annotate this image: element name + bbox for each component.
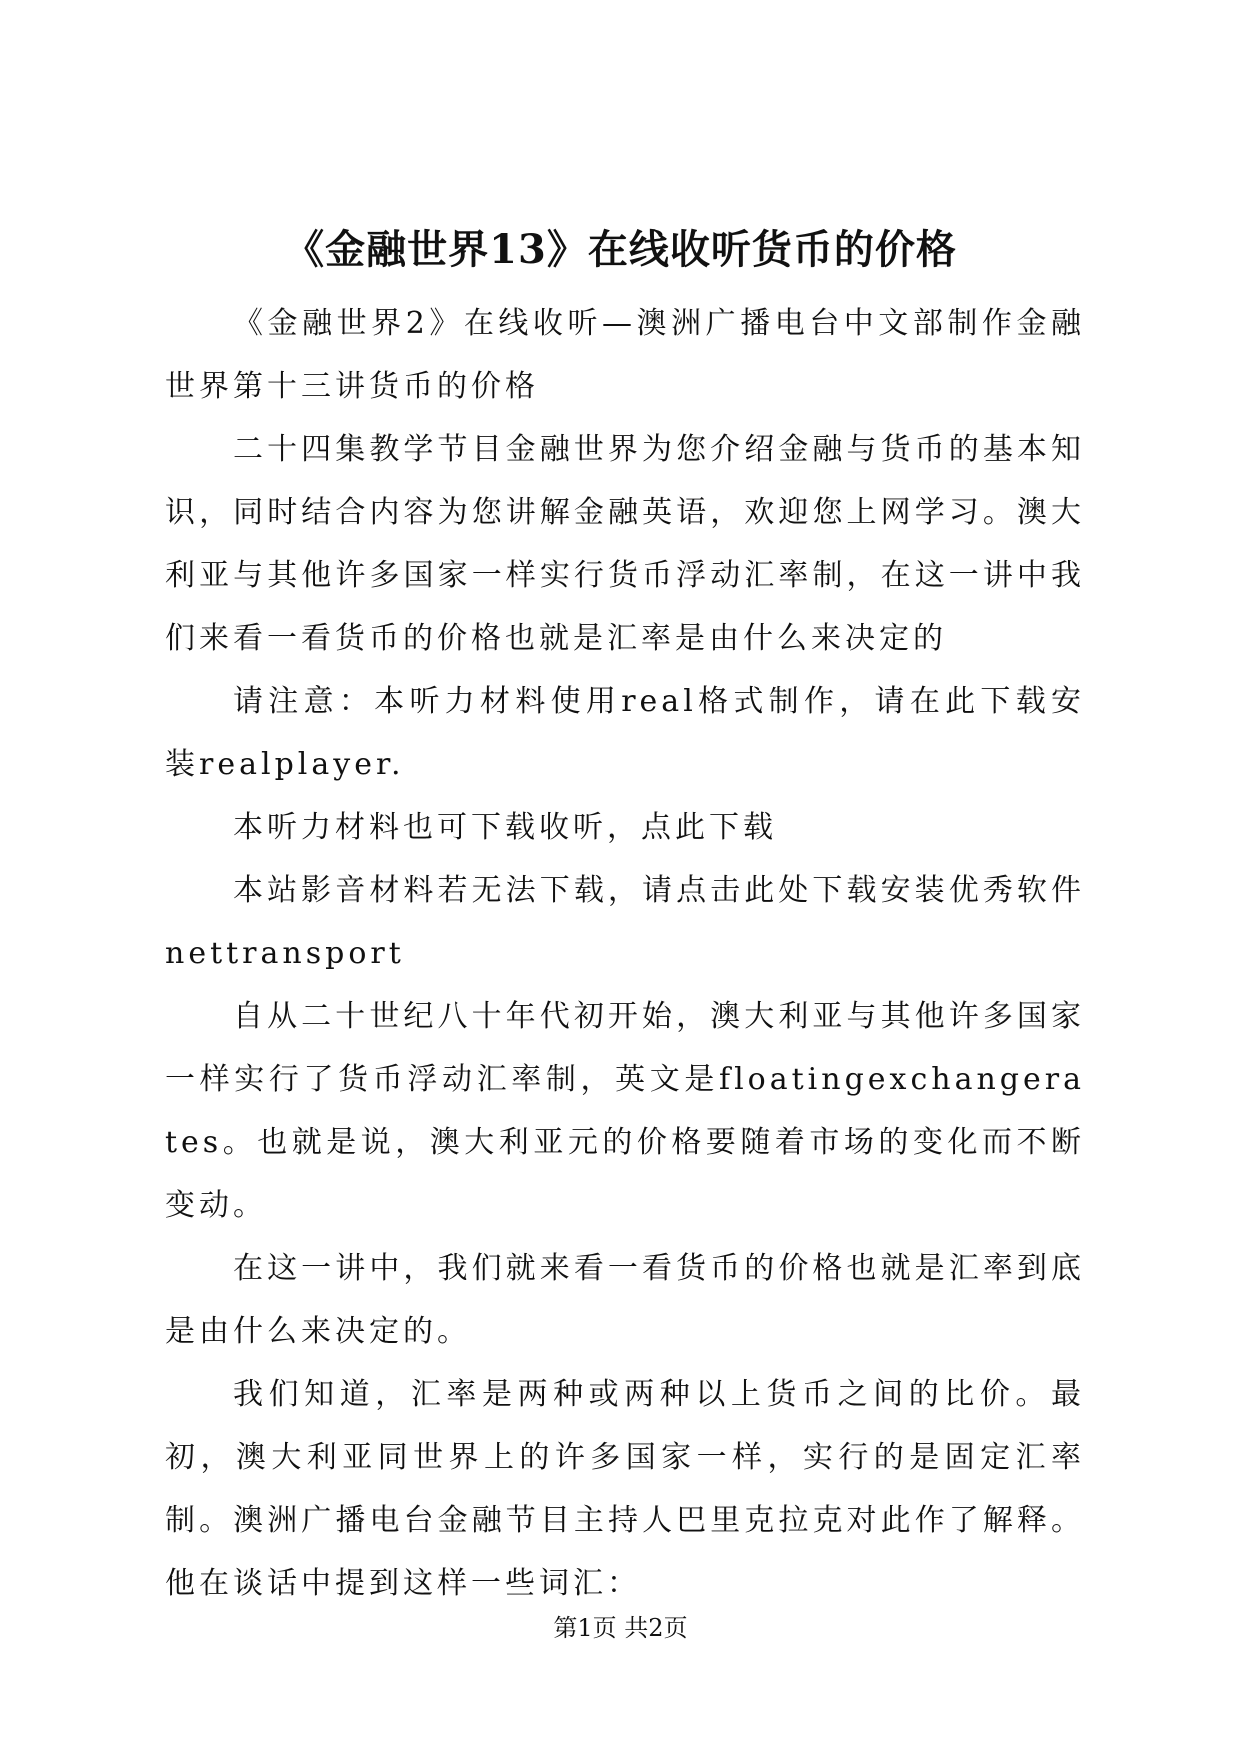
- paragraph-intro: 《金融世界2》在线收听—澳洲广播电台中文部制作金融世界第十三讲货币的价格: [165, 306, 1085, 404]
- document-body: [165, 292, 1085, 1615]
- paragraph-realplayer-notice: 请注意：本听力材料使用real格式制作，请在此下载安装realplayer.: [165, 684, 1085, 782]
- paragraph-program-description: 二十四集教学节目金融世界为您介绍金融与货币的基本知识，同时结合内容为您讲解金融英语，欢迎您上网学习。澳大利亚与其他许多国家一样实行货币浮动汇率制，在这一讲中我们来看一看货币的价格也就是汇率是由什么来决定的: [165, 432, 1085, 656]
- paragraph-lecture-topic: 在这一讲中，我们就来看一看货币的价格也就是汇率到底是由什么来决定的。: [165, 1251, 1085, 1349]
- paragraph-fixed-exchange: 我们知道，汇率是两种或两种以上货币之间的比价。最初，澳大利亚同世界上的许多国家一样，实行的是固定汇率制。澳洲广播电台金融节目主持人巴里克拉克对此作了解释。他在谈话中提到这样一些词汇：: [165, 1377, 1085, 1601]
- paragraph-nettransport-notice[interactable]: 本站影音材料若无法下载，请点击此处下载安装优秀软件nettransport: [165, 873, 1085, 971]
- paragraph-download-link[interactable]: 本听力材料也可下载收听，点此下载: [233, 810, 777, 845]
- document-title: 《金融世界13》在线收听货币的价格: [284, 226, 957, 273]
- page-number-footer: 第1页 共2页: [553, 1614, 688, 1642]
- paragraph-floating-exchange: 自从二十世纪八十年代初开始，澳大利亚与其他许多国家一样实行了货币浮动汇率制，英文是floatingexchangerates。也就是说，澳大利亚元的价格要随着市场的变化而不断变动。: [165, 999, 1085, 1223]
